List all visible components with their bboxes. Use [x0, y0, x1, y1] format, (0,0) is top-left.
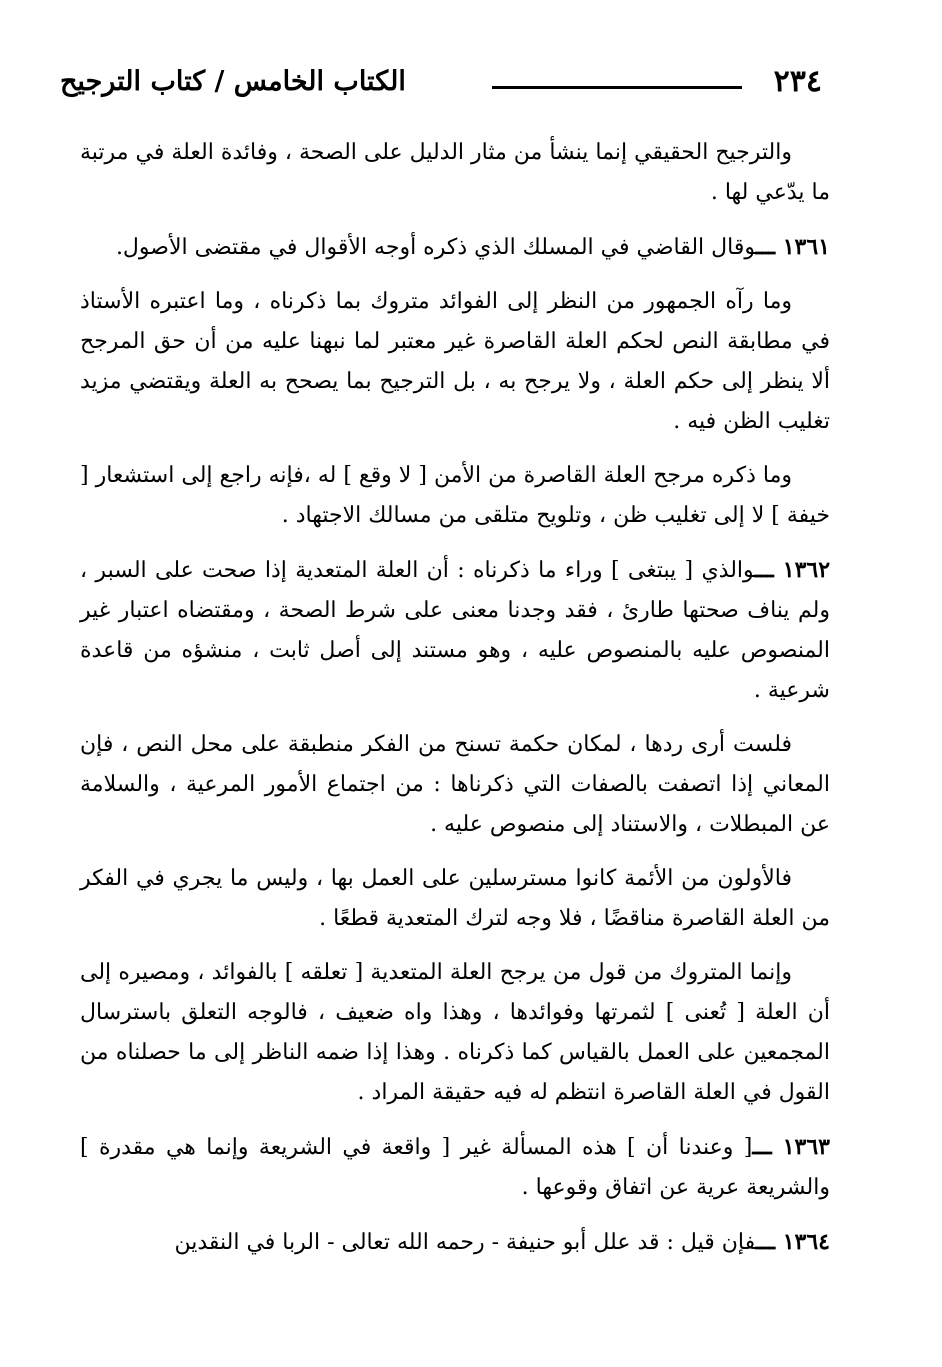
item-dash: ـــ — [752, 1134, 783, 1160]
paragraph-text: فإن قيل : قد علل أبو حنيفة - رحمه الله تعالى - الربا في النقدين — [174, 1230, 756, 1255]
paragraph — [80, 725, 830, 845]
numbered-paragraph — [80, 1222, 830, 1263]
paragraph-text: فلست أرى ردها ، لمكان حكمة تسنح من الفكر منطبقة على محل النص ، فإن المعاني إذا اتصفت بالصفات التي ذكرناها : من اجتماع الأمور المرعية ، والسلامة عن المبطلات ، والاستناد إلى منصوص عليه . — [80, 732, 830, 837]
item-number: ١٣٦٣ — [782, 1134, 830, 1160]
numbered-paragraph — [80, 227, 830, 268]
body-text — [80, 133, 830, 1277]
paragraph-text: والترجيح الحقيقي إنما ينشأ من مثار الدليل على الصحة ، وفائدة العلة في مرتبة ما يدّعي لها . — [80, 140, 830, 205]
paragraph — [80, 953, 830, 1113]
page-header — [60, 62, 822, 114]
paragraph — [80, 282, 830, 442]
paragraph-text: [ وعندنا أن ] هذه المسألة غير [ واقعة في الشريعة وإنما هي مقدرة ] والشريعة عرية عن اتفاق وقوعها . — [80, 1135, 830, 1200]
paragraph-text: وإنما المتروك من قول من يرجح العلة المتعدية [ تعلقه ] بالفوائد ، ومصيره إلى أن العلة [ تُعنى ] لثمرتها وفوائدها ، وهذا واه ضعيف ، فالوجه التعلق باسترسال المجمعين على العمل بالقياس كما ذكرناه . وهذا إذا ضمه الناظر إلى ما حصلناه من القول في العلة القاصرة انتظم له فيه حقيقة المراد . — [80, 960, 830, 1105]
paragraph-text: وما ذكره مرجح العلة القاصرة من الأمن [ لا وقع ] له ،فإنه راجع إلى استشعار [ خيفة ] لا إلى تغليب ظن ، وتلويح متلقى من مسالك الاجتهاد . — [80, 463, 830, 528]
item-number: ١٣٦٢ — [782, 557, 831, 583]
paragraph — [80, 133, 830, 213]
item-dash: ـــ — [755, 1229, 783, 1255]
paragraph-text: وقال القاضي في المسلك الذي ذكره أوجه الأقوال في مقتضى الأصول. — [115, 235, 756, 260]
paragraph-text: فالأولون من الأئمة كانوا مسترسلين على العمل بها ، وليس ما يجري في الفكر من العلة القاصرة مناقضًا ، فلا وجه لترك المتعدية قطعًا . — [80, 866, 830, 931]
running-title: الكتاب الخامس / كتاب الترجيح — [60, 66, 406, 97]
item-number: ١٣٦١ — [782, 234, 830, 260]
numbered-paragraph — [80, 550, 830, 711]
item-dash: ـــ — [755, 234, 783, 260]
paragraph-text: والذي [ يبتغى ] وراء ما ذكرناه : أن العلة المتعدية إذا صحت على السبر ، ولم يناف صحتها طارئ ، فقد وجدنا معنى على شرط الصحة ، ومقتضاه اعتبار غير المنصوص عليه بالمنصوص عليه ، وهو مستند إلى أصل ثابت ، منشؤه من قاعدة شرعية . — [80, 558, 830, 703]
paragraph-text: وما رآه الجمهور من النظر إلى الفوائد متروك بما ذكرناه ، وما اعتبره الأستاذ في مطابقة النص لحكم العلة القاصرة غير معتبر لما نبهنا عليه من أن حق المرجح ألا ينظر إلى حكم العلة ، ولا يرجح به ، بل الترجيح بما يصحح به العلة ويقتضي مزيد تغليب الظن فيه . — [80, 289, 830, 434]
item-number: ١٣٦٤ — [782, 1229, 830, 1255]
paragraph — [80, 456, 830, 536]
header-rule — [492, 86, 742, 89]
item-dash: ـــ — [754, 557, 783, 583]
page-number: ٢٣٤ — [773, 64, 822, 99]
numbered-paragraph — [80, 1127, 830, 1208]
paragraph — [80, 859, 830, 939]
